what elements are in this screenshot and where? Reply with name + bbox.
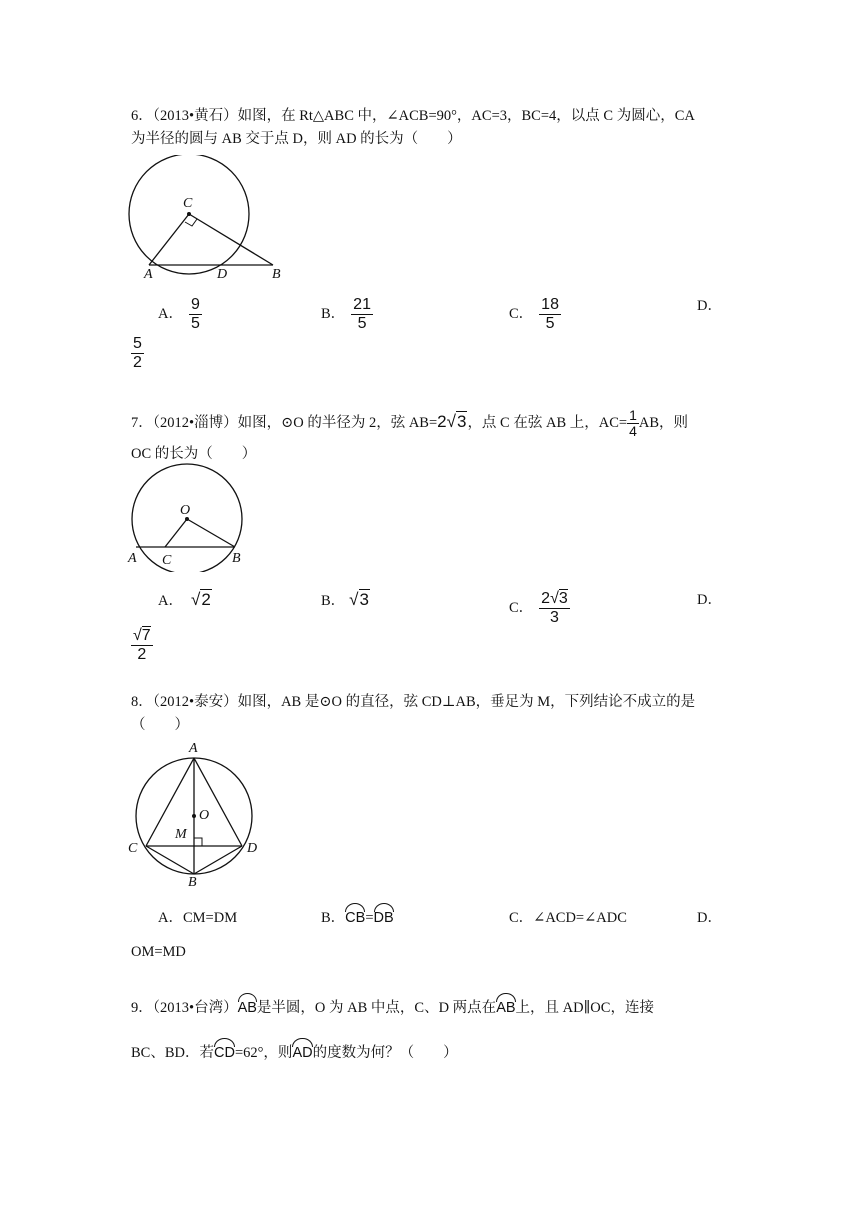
q7-figure [125,462,255,572]
q6-option-a-fraction: $\frac{9}{5}$ [190,296,200,332]
q6-label-c: C [183,196,193,211]
q7-label-o: O [180,503,191,518]
q8-option-d-letter[interactable]: D． [697,910,722,926]
q7-ac-fraction: $\frac{1}{4}$ [629,407,637,439]
q6-option-c[interactable]: C． $\frac{18}{5}$ [509,296,559,332]
q6-option-b[interactable]: B． $\frac{21}{5}$ [321,296,371,332]
q9-line2: BC、BD．若CD=62°，则AD的度数为何？（ ） [131,1045,458,1061]
q8-arc-db: DB [373,910,394,926]
q6-label-d: D [217,267,228,282]
q9-line1: 9．（2013•台湾）AB是半圆，O 为 AB 中点，C、D 两点在AB上，且 AD∥OC，连接 [131,1000,654,1016]
q6-number: 6 [131,108,139,124]
q9-number: 9 [131,1000,139,1016]
q8-arc-cb: CB [345,910,366,926]
q7-line2: OC 的长为（ ） [131,446,257,462]
q7-label-c: C [162,553,172,568]
q8-option-d-value[interactable]: OM=MD [131,944,186,960]
q7-number: 7 [131,414,139,431]
q8-figure [125,738,270,890]
q8-label-a: A [189,741,198,756]
q9-arc-ab-2: AB [496,1000,516,1016]
q6-figure [125,155,295,285]
q6-label-a: A [144,267,153,282]
q7-ab-value: 2√3 [437,411,467,431]
q8-label-c: C [128,841,138,856]
q7-option-b[interactable]: B． √3 [321,590,369,609]
q7-option-c[interactable]: C． $\frac{2√3}{3}$ [509,590,568,626]
q8-line2: （ ） [131,717,189,733]
q8-option-a[interactable]: A．CM=DM [158,910,238,926]
q8-option-c[interactable]: C．∠ACD=∠ADC [509,910,627,926]
q8-source: （2012•泰安） [152,694,238,710]
q9-source: （2013•台湾） [152,1000,238,1016]
q6-option-a[interactable]: A． $\frac{9}{5}$ [158,296,200,332]
q8-option-b[interactable]: B．CB=DB [321,910,394,926]
q8-number: 8 [131,694,139,710]
q7-source: （2012•淄博） [152,414,238,431]
q8-label-o: O [199,808,210,823]
q8-line1: 8．（2012•泰安）如图，AB 是⊙O 的直径，弦 CD⊥AB，垂足为 M，下列结论不成立的是 [131,694,696,710]
q9-arc-ad: AD [292,1045,313,1061]
q8-label-b: B [188,875,197,890]
q8-label-d: D [247,841,258,856]
q7-option-d-letter[interactable]: D． [697,592,722,608]
q7-line1: 7．（2012•淄博）如图，⊙O 的半径为 2，弦 AB=2√3，点 C 在弦 AB 上，AC= $\frac{1}{4}$ AB，则 [131,407,689,439]
q7-option-a[interactable]: A． √2 [158,590,211,609]
q8-label-m: M [175,827,187,842]
q6-label-b: B [272,267,281,282]
q6-option-b-fraction: $\frac{21}{5}$ [353,296,371,332]
q7-option-d-value[interactable]: $\frac{√7}{2}$ [133,627,151,663]
q6-text-line1: 如图，在 Rt△ABC 中，∠ACB=90°，AC=3，BC=4，以点 C 为圆心，CA [237,108,695,124]
q6-option-d-value[interactable]: $\frac{5}{2}$ [133,335,142,371]
q6-source: （2013•黄石） [152,108,238,124]
q6-line1: 6．（2013•黄石）如图，在 Rt△ABC 中，∠ACB=90°，AC=3，BC=4，以点 C 为圆心，CA [131,108,695,124]
q6-option-d-letter[interactable]: D． [697,298,722,314]
q9-arc-ab: AB [237,1000,257,1016]
q9-arc-cd: CD [214,1045,235,1061]
q7-label-b: B [232,551,241,566]
q6-line2: 为半径的圆与 AB 交于点 D，则 AD 的长为（ ） [131,131,462,147]
q7-label-a: A [128,551,137,566]
q6-option-c-fraction: $\frac{18}{5}$ [541,296,559,332]
